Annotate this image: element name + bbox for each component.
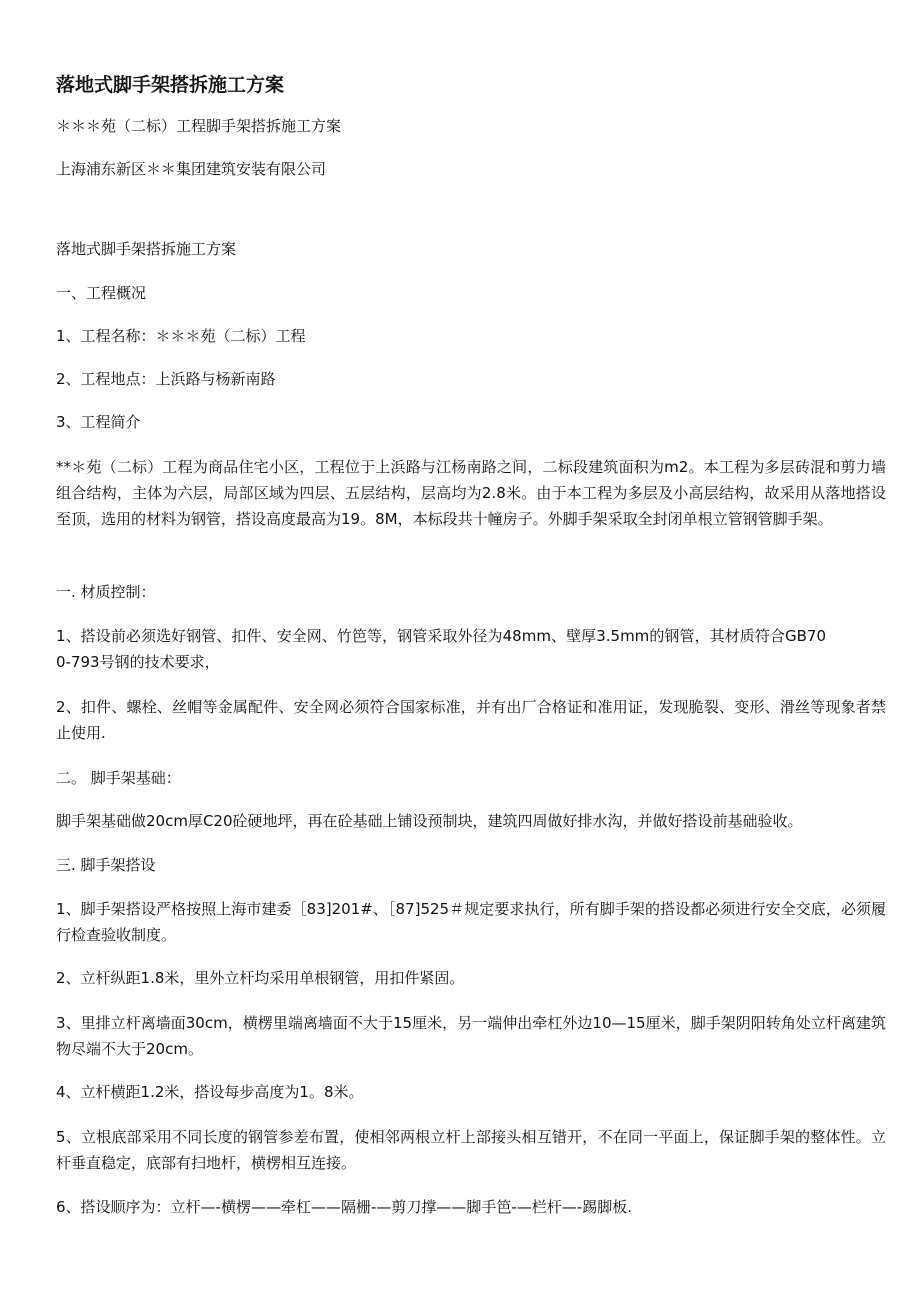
material-item-1: 1、搭设前必须选好钢管、扣件、安全网、竹笆等，钢管采取外径为48mm、壁厚3.5mm的钢管，其材质符合GB700-793号钢的技术要求， [56, 627, 826, 671]
body-title: 落地式脚手架搭拆施工方案 [56, 240, 237, 258]
material-item-2: 2、扣件、螺栓、丝帽等金属配件、安全网必须符合国家标准，并有出厂合格证和准用证，发现脆裂、变形、滑丝等现象者禁止使用. [56, 698, 886, 742]
company-name: 上海浦东新区＊＊集团建筑安装有限公司 [56, 160, 327, 178]
erection-item-2: 2、立杆纵距1.8米，里外立杆均采用单根钢管，用扣件紧固。 [56, 969, 465, 987]
section-heading-overview: 一、工程概况 [56, 284, 147, 302]
project-intro-heading: 3、工程简介 [56, 413, 141, 431]
section-heading-erection: 三. 脚手架搭设 [56, 856, 156, 874]
project-name-line: 1、工程名称：＊＊＊苑（二标）工程 [56, 327, 306, 345]
erection-item-5: 5、立根底部采用不同长度的钢管参差布置，使相邻两根立杆上部接头相互错开，不在同一平面上，保证脚手架的整体性。立杆垂直稳定，底部有扫地杆，横楞相互连接。 [56, 1128, 886, 1172]
section-heading-foundation: 二。 脚手架基础： [56, 769, 181, 787]
project-location-line: 2、工程地点：上浜路与杨新南路 [56, 370, 276, 388]
document-title: 落地式脚手架搭拆施工方案 [56, 74, 285, 96]
foundation-paragraph: 脚手架基础做20cm厚C20砼硬地坪，再在砼基础上铺设预制块，建筑四周做好排水沟，并做好搭设前基础验收。 [56, 812, 803, 830]
project-intro-paragraph: **＊苑（二标）工程为商品住宅小区，工程位于上浜路与江杨南路之间，二标段建筑面积为m2。本工程为多层砖混和剪力墙组合结构，主体为六层，局部区域为四层、五层结构，层高均为2.8米。由于本工程为多层及小高层结构，故采用从落地搭设至顶，选用的材料为钢管，搭设高度最高为19。8M，本标段共十幢房子。外脚手架采取全封闭单根立管钢管脚手架。 [56, 458, 886, 528]
erection-item-4: 4、立杆横距1.2米，搭设每步高度为1。8米。 [56, 1083, 364, 1101]
erection-item-6: 6、搭设顺序为：立杆—-横楞——牵杠——隔栅-—剪刀撑——脚手笆-—栏杆—-踢脚板. [56, 1198, 632, 1216]
erection-item-1: 1、脚手架搭设严格按照上海市建委［83]201#、［87]525＃规定要求执行，所有脚手架的搭设都必须进行安全交底，必须履行检查验收制度。 [56, 900, 886, 944]
section-heading-material: 一. 材质控制： [56, 583, 156, 601]
project-subtitle: ＊＊＊苑（二标）工程脚手架搭拆施工方案 [56, 117, 342, 135]
erection-item-3: 3、里排立杆离墙面30cm，横楞里端离墙面不大于15厘米，另一端伸出牵杠外边10—15厘米，脚手架阴阳转角处立杆离建筑物尽端不大于20cm。 [56, 1014, 886, 1058]
